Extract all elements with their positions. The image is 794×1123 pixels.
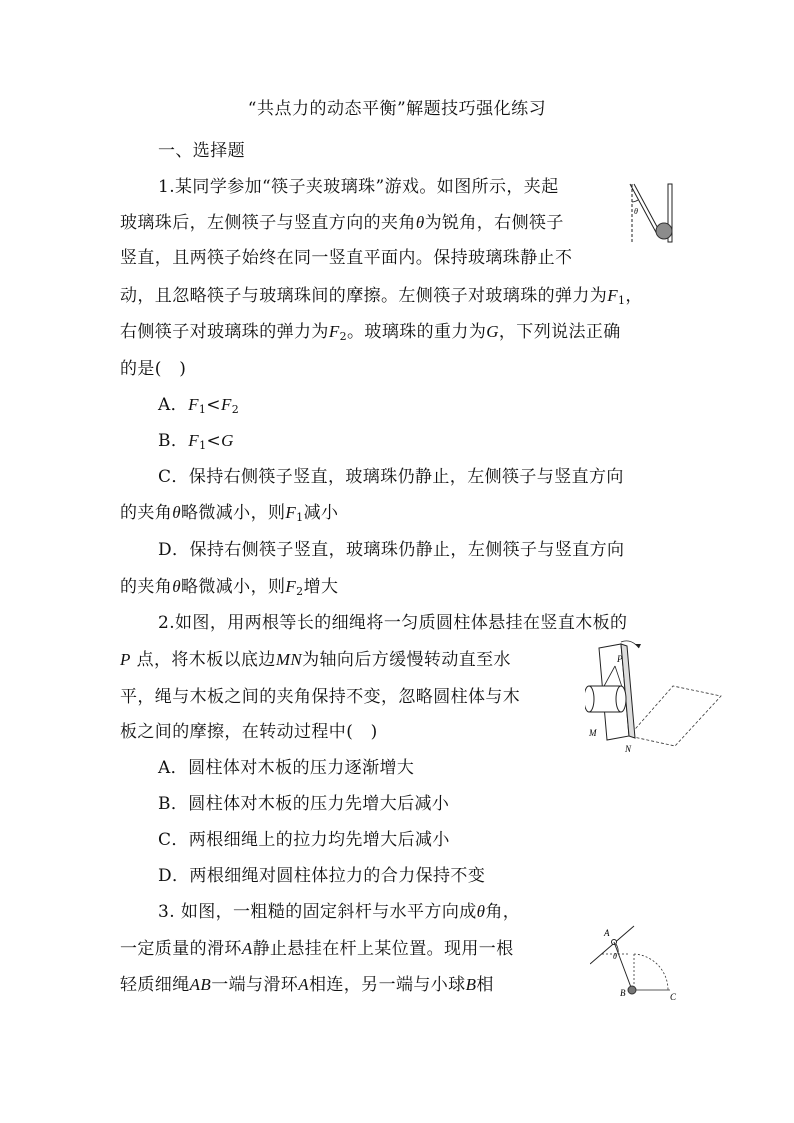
- q2-line-4: 板之间的摩擦，在转动过程中( ): [120, 722, 378, 742]
- q1-option-c-cont: 的夹角θ略微减小，则$F_1$减小: [120, 503, 339, 524]
- q3-line-2: 一定质量的滑环A静止悬挂在杆上某位置。现用一根: [120, 939, 514, 959]
- q1-figure-chopsticks: [622, 180, 678, 246]
- point-n-label: N: [625, 744, 632, 754]
- inclined-rod: [590, 926, 634, 964]
- q1-option-b[interactable]: B．$F_1<G$: [158, 431, 234, 452]
- q3-line-3: 轻质细绳AB一端与滑环A相连，另一端与小球B相: [120, 975, 494, 995]
- string-ab: [614, 942, 632, 990]
- q1-option-d[interactable]: D．保持右侧筷子竖直，玻璃珠仍静止，左侧筷子与竖直方向: [158, 540, 625, 560]
- q2-option-b[interactable]: B．圆柱体对木板的压力先增大后减小: [158, 794, 450, 814]
- q1-line-3: 竖直，且两筷子始终在同一竖直平面内。保持玻璃珠静止不: [120, 248, 573, 268]
- point-c-label: C: [670, 992, 677, 1002]
- glass-bead: [656, 223, 672, 239]
- theta-label: θ: [634, 207, 638, 216]
- q3-line-1: 3. 如图，一粗糙的固定斜杆与水平方向成θ角，: [158, 902, 521, 922]
- q2-line-1: 2.如图，用两根等长的细绳将一匀质圆柱体悬挂在竖直木板的: [158, 613, 628, 633]
- q1-option-d-cont: 的夹角θ略微减小，则$F_2$增大: [120, 577, 339, 598]
- q1-line-1: 1.某同学参加“筷子夹玻璃珠”游戏。如图所示，夹起: [158, 177, 559, 197]
- q2-line-2: P 点，将木板以底边MN为轴向后方缓慢转动直至水: [120, 650, 511, 670]
- q1-option-c[interactable]: C．保持右侧筷子竖直，玻璃珠仍静止，左侧筷子与竖直方向: [158, 467, 624, 487]
- q1-line-4: 动，且忽略筷子与玻璃珠间的摩擦。左侧筷子对玻璃珠的弹力为$F_1$，: [120, 286, 643, 307]
- point-p-label: P: [617, 654, 623, 664]
- point-m-label: M: [589, 728, 597, 738]
- page-title: “共点力的动态平衡”解题技巧强化练习: [247, 99, 547, 119]
- section-heading: 一、选择题: [158, 141, 245, 161]
- q1-line-5: 右侧筷子对玻璃珠的弹力为$F_2$。玻璃珠的重力为G，下列说法正确: [120, 322, 621, 343]
- ball-b: [628, 986, 636, 994]
- q2-option-c[interactable]: C．两根细绳上的拉力均先增大后减小: [158, 830, 450, 850]
- q2-line-3: 平，绳与木板之间的夹角保持不变，忽略圆柱体与木: [120, 687, 521, 707]
- q1-line-2: 玻璃珠后，左侧筷子与竖直方向的夹角θ为锐角，右侧筷子: [120, 213, 564, 233]
- point-a-label: A: [604, 928, 610, 938]
- q2-figure-rotating-board: [585, 640, 725, 755]
- q2-option-d[interactable]: D．两根细绳对圆柱体拉力的合力保持不变: [158, 866, 486, 886]
- q2-option-a[interactable]: A．圆柱体对木板的压力逐渐增大: [158, 758, 415, 778]
- q3-figure-inclined-rod: [590, 922, 690, 1002]
- q1-option-a[interactable]: A．$F_1<F_2$: [158, 395, 240, 416]
- q1-line-6: 的是( ): [120, 359, 187, 379]
- theta-label: θ: [613, 952, 617, 961]
- point-b-label: B: [620, 988, 626, 998]
- horizontal-board-outline: [629, 686, 721, 746]
